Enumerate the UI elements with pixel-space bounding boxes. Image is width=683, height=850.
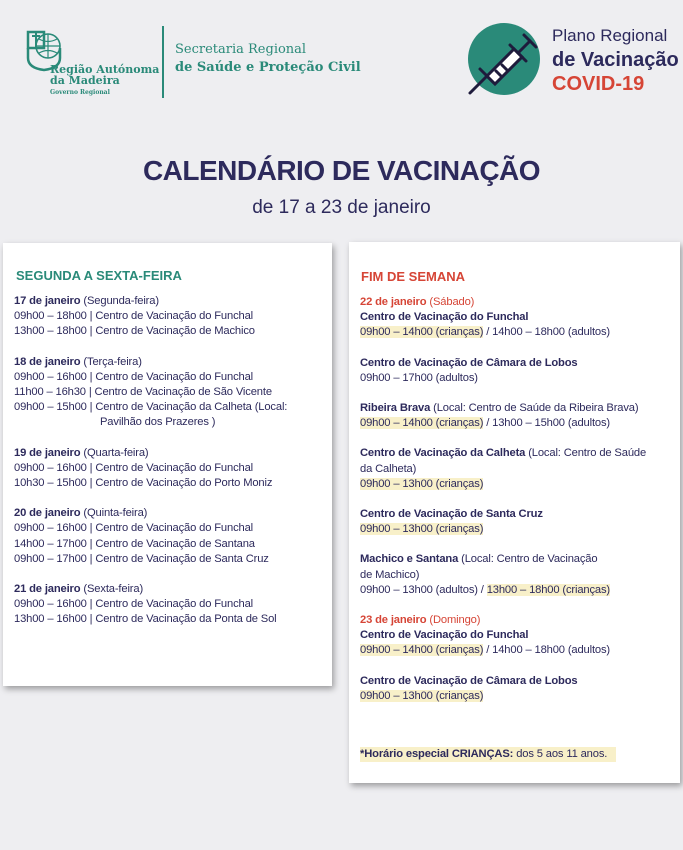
day-weekday: (Segunda-feira) <box>83 295 159 307</box>
page-subtitle: de 17 a 23 de janeiro <box>252 197 431 218</box>
secretaria-line2: de Saúde e Proteção Civil <box>175 60 361 75</box>
day-weekday: (Quarta-feira) <box>83 446 149 459</box>
day-weekday: (Domingo) <box>429 614 481 627</box>
slot-line <box>360 416 646 431</box>
slot-line: 11h00 – 16h30 | Centro de Vacinação de São Vicente <box>14 386 272 399</box>
day-header <box>14 582 287 597</box>
slot-line <box>360 643 646 658</box>
plano-line1: Plano Regional <box>552 26 668 45</box>
weekdays-schedule <box>14 294 287 628</box>
center-line <box>360 552 646 567</box>
slot-line <box>360 325 646 340</box>
center-name: Centro de Vacinação de Câmara de Lobos <box>360 356 578 369</box>
day-date: 21 de janeiro <box>14 583 81 596</box>
center-name: Centro de Vacinação da Calheta <box>360 447 526 460</box>
kids-slot: 09h00 – 14h00 (crianças) <box>360 644 484 657</box>
slot-line: 09h00 – 15h00 | Centro de Vacinação da Calheta (Local: <box>14 401 288 414</box>
kids-slot: 09h00 – 13h00 (crianças) <box>360 523 484 536</box>
plano-line2: de Vacinação <box>552 49 679 71</box>
day-header <box>14 446 287 461</box>
day-date: 18 de janeiro <box>14 355 81 368</box>
kids-slot: 09h00 – 14h00 (crianças) <box>360 417 484 430</box>
adults-slot: 09h00 – 17h00 (adultos) <box>360 371 478 384</box>
kids-slot: 09h00 – 13h00 (crianças) <box>360 689 484 702</box>
adults-slot: / 14h00 – 18h00 (adultos) <box>483 644 610 657</box>
header-divider <box>162 26 164 98</box>
day-date: 19 de janeiro <box>14 446 81 459</box>
note-rest: dos 5 aos 11 anos. <box>513 748 608 760</box>
weekend-heading: FIM DE SEMANA <box>361 269 465 284</box>
kids-slot: 09h00 – 14h00 (crianças) <box>360 326 484 339</box>
adults-slot: / 13h00 – 15h00 (adultos) <box>483 417 610 430</box>
kids-slot: 13h00 – 18h00 (crianças) <box>486 583 610 596</box>
weekdays-card <box>3 243 332 686</box>
day-date: 17 de janeiro <box>14 295 81 307</box>
syringe-icon <box>466 21 542 97</box>
center-name: Ribeira Brava <box>360 402 431 415</box>
day-weekday: (Quinta-feira) <box>83 507 148 520</box>
center-location: (Local: Centro de Saúde <box>525 447 647 460</box>
center-name: Centro de Vacinação de Câmara de Lobos <box>360 674 578 687</box>
slot-line <box>360 583 646 598</box>
note-bold: *Horário especial CRIANÇAS: <box>360 748 514 760</box>
kids-slot: 09h00 – 13h00 (crianças) <box>360 477 484 490</box>
center-name: Centro de Vacinação do Funchal <box>360 311 529 324</box>
day-header <box>360 295 646 310</box>
day-header <box>14 355 287 370</box>
day-weekday: (Terça-feira) <box>83 355 142 368</box>
slot-line: 09h00 – 16h00 | Centro de Vacinação do Funchal <box>14 461 253 474</box>
note-line <box>360 747 616 762</box>
plano-regional-wordmark <box>552 24 679 96</box>
slot-line: 09h00 – 18h00 | Centro de Vacinação do Funchal <box>14 310 253 323</box>
center-name: Centro de Vacinação de Santa Cruz <box>360 508 543 521</box>
slot-line: 09h00 – 16h00 | Centro de Vacinação do Funchal <box>14 598 253 611</box>
adults-slot: / 14h00 – 18h00 (adultos) <box>483 326 610 339</box>
day-weekday: (Sábado) <box>429 296 475 308</box>
weekend-schedule <box>360 295 646 704</box>
slot-line: 09h00 – 16h00 | Centro de Vacinação do Funchal <box>14 522 253 535</box>
slot-line <box>360 477 646 492</box>
slot-line: 14h00 – 17h00 | Centro de Vacinação de Santana <box>14 537 255 550</box>
center-line <box>360 401 646 416</box>
secretaria-line1: Secretaria Regional <box>175 42 307 57</box>
center-name: Machico e Santana <box>360 553 459 566</box>
slot-line: 13h00 – 16h00 | Centro de Vacinação da Ponta de Sol <box>14 613 277 626</box>
children-note <box>360 747 616 762</box>
day-header <box>14 506 287 521</box>
slot-line: 09h00 – 17h00 | Centro de Vacinação de Santa Cruz <box>14 552 269 565</box>
slot-line <box>360 689 646 704</box>
adults-slot: 09h00 – 13h00 (adultos) / <box>360 583 487 596</box>
day-header <box>360 613 646 628</box>
day-weekday: (Sexta-feira) <box>83 583 144 596</box>
day-header <box>14 294 287 309</box>
ram-wordmark <box>50 64 159 98</box>
ram-line2: da Madeira <box>50 74 120 87</box>
slot-line: 13h00 – 18h00 | Centro de Vacinação de Machico <box>14 325 255 338</box>
plano-line3: COVID-19 <box>552 73 645 95</box>
day-date: 20 de janeiro <box>14 507 81 520</box>
weekdays-heading: SEGUNDA A SEXTA-FEIRA <box>16 268 182 283</box>
slot-line: 10h30 – 15h00 | Centro de Vacinação do Porto Moniz <box>14 477 273 490</box>
day-date: 23 de janeiro <box>360 614 427 627</box>
slot-line: 09h00 – 16h00 | Centro de Vacinação do Funchal <box>14 370 253 383</box>
ram-line1: Região Autónoma <box>50 63 160 76</box>
weekend-card <box>349 242 680 783</box>
center-name: Centro de Vacinação do Funchal <box>360 629 529 642</box>
center-location: (Local: Centro de Vacinação <box>458 553 598 566</box>
center-location: (Local: Centro de Saúde da Ribeira Brava) <box>430 402 639 415</box>
center-location-continued: de Machico) <box>360 568 420 581</box>
page-title: CALENDÁRIO DE VACINAÇÃO <box>142 155 541 186</box>
center-location-continued: da Calheta) <box>360 462 417 475</box>
center-line <box>360 446 646 461</box>
slot-line-continued: Pavilhão dos Prazeres ) <box>100 416 216 429</box>
secretaria-wordmark <box>175 41 361 77</box>
ram-line3: Governo Regional <box>50 89 110 96</box>
day-date: 22 de janeiro <box>360 296 427 308</box>
slot-line <box>360 522 646 537</box>
